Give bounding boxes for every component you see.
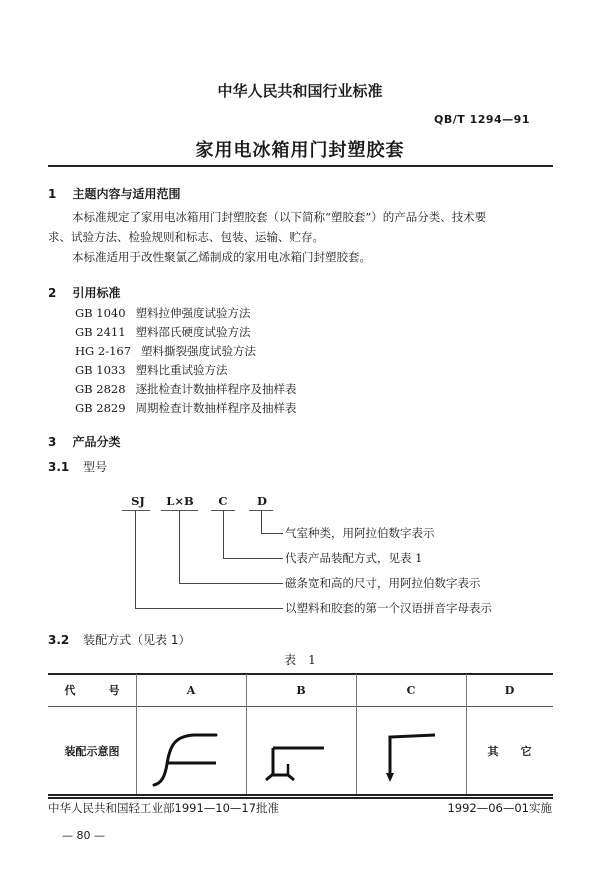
table-header-b: B	[296, 684, 306, 697]
connector-line	[135, 510, 136, 608]
reference-item	[75, 324, 251, 340]
connector-line	[179, 510, 180, 583]
table-caption: 表 1	[284, 653, 316, 667]
section-1-para-2: 本标准适用于改性聚氯乙烯制成的家用电冰箱门封塑胶套。	[72, 250, 371, 264]
approval-info: 中华人民共和国轻工业部1991—10—17批准	[48, 801, 280, 815]
model-desc-lxb: 磁条宽和高的尺寸，用阿拉伯数字表示	[285, 576, 481, 590]
bracket-diagram-icon	[246, 706, 356, 794]
reference-name: 塑料比重试验方法	[135, 363, 228, 377]
model-part-d: D	[257, 494, 267, 508]
reference-code: GB 2411	[75, 325, 126, 339]
connector-line	[261, 510, 262, 533]
model-desc-c: 代表产品装配方式，见表 1	[285, 551, 423, 565]
row-label-assembly-diagram: 装配示意图	[64, 745, 120, 758]
reference-code: GB 2828	[75, 382, 126, 396]
section-2-heading	[48, 284, 121, 301]
subsection-number: 3.1	[48, 460, 70, 474]
reference-name: 塑料撕裂强度试验方法	[141, 344, 257, 358]
section-title: 引用标准	[72, 286, 121, 300]
reference-name: 周期检查计数抽样程序及抽样表	[135, 401, 297, 415]
section-title: 主题内容与适用范围	[72, 187, 181, 201]
reference-item	[75, 381, 297, 397]
subsection-title: 型号	[83, 460, 108, 474]
table-header-code: 代 号	[64, 684, 120, 697]
subsection-3-1-heading	[48, 458, 107, 475]
connector-line	[223, 510, 224, 558]
reference-item	[75, 362, 228, 378]
connector-line	[261, 533, 283, 534]
standard-number: QB/T 1294—91	[433, 113, 530, 126]
subsection-number: 3.2	[48, 633, 70, 647]
underline	[122, 510, 150, 511]
table-header-a: A	[186, 684, 196, 697]
model-part-sj: SJ	[131, 494, 145, 508]
title-divider	[48, 165, 553, 167]
section-number: 2	[48, 286, 57, 300]
page-number: — 80 —	[62, 829, 105, 842]
reference-item	[75, 400, 297, 416]
model-desc-sj: 以塑料和胶套的第一个汉语拼音字母表示	[285, 601, 492, 615]
table-top-rule	[48, 673, 553, 675]
section-1-para-1-line-2: 求、试验方法、检验规则和标志、包装、运输、贮存。	[48, 230, 324, 244]
model-desc-d: 气室种类，用阿拉伯数字表示	[285, 526, 435, 540]
section-3-heading	[48, 433, 121, 450]
footer-rule	[48, 797, 553, 799]
arrow-corner-diagram-icon	[356, 706, 466, 794]
cell-d-other: 其 它	[487, 745, 532, 758]
reference-name: 塑料邵氏硬度试验方法	[135, 325, 251, 339]
curve-hook-diagram-icon	[136, 706, 246, 794]
reference-code: HG 2-167	[75, 344, 132, 358]
reference-code: GB 2829	[75, 401, 126, 415]
section-number: 1	[48, 187, 57, 201]
section-title: 产品分类	[72, 435, 121, 449]
section-number: 3	[48, 435, 57, 449]
section-1-heading	[48, 185, 181, 202]
connector-line	[135, 608, 283, 609]
document-title: 家用电冰箱用门封塑胶套	[195, 140, 405, 161]
subsection-3-2-heading	[48, 631, 191, 648]
reference-item	[75, 305, 251, 321]
section-1-para-1-line-1: 本标准规定了家用电冰箱用门封塑胶套（以下简称“塑胶套”）的产品分类、技术要	[72, 210, 487, 224]
subsection-title: 装配方式（见表 1）	[83, 633, 191, 647]
connector-line	[179, 583, 283, 584]
table-header-c: C	[406, 684, 416, 697]
issuing-organization: 中华人民共和国行业标准	[217, 82, 383, 100]
reference-name: 逐批检查计数抽样程序及抽样表	[135, 382, 297, 396]
connector-line	[223, 558, 283, 559]
table-header-d: D	[504, 684, 515, 697]
reference-code: GB 1033	[75, 363, 126, 377]
reference-code: GB 1040	[75, 306, 126, 320]
implementation-date: 1992—06—01实施	[447, 801, 552, 815]
reference-item	[75, 343, 256, 359]
model-part-c: C	[218, 494, 228, 508]
reference-name: 塑料拉伸强度试验方法	[135, 306, 251, 320]
model-part-lxb: L×B	[166, 494, 194, 508]
